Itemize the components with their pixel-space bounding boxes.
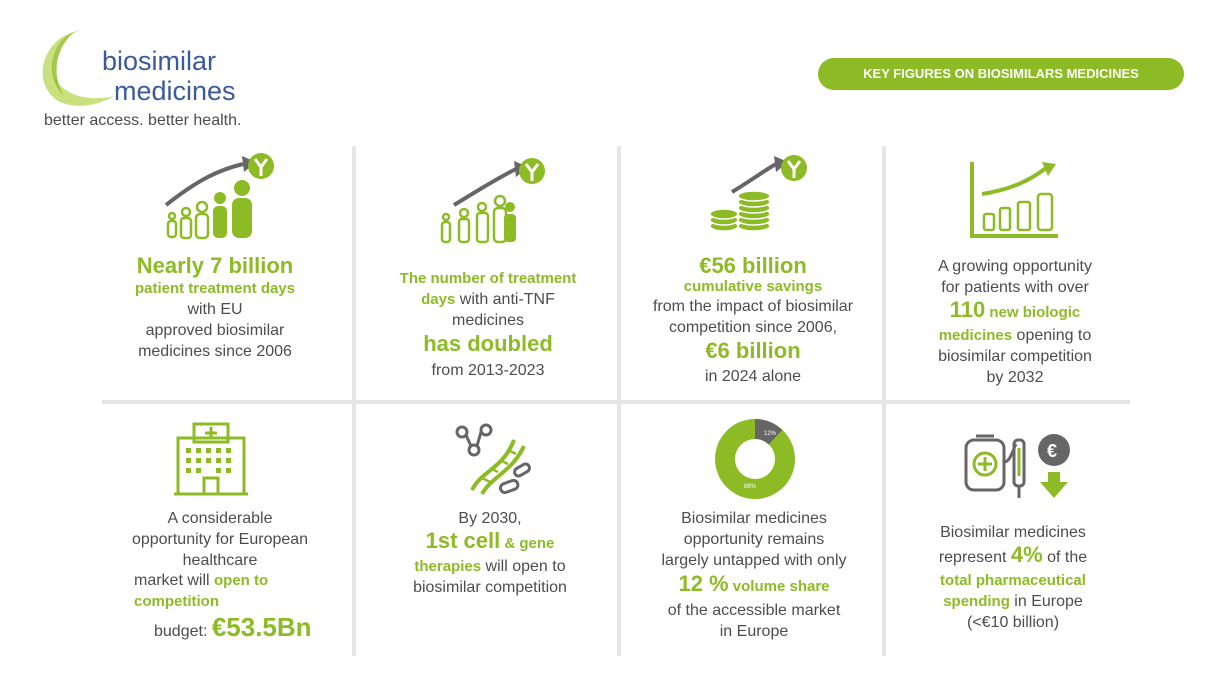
stat-text: Biosimilar medicines — [681, 510, 827, 527]
stat-text: in 2024 alone — [704, 368, 802, 385]
stat-treatment-days — [105, 254, 325, 362]
stat-highlight: open to — [214, 572, 269, 589]
growth-chart-vials-icon — [968, 160, 1062, 240]
stat-text: budget: — [154, 623, 212, 640]
stat-healthcare-market-cont — [110, 570, 310, 647]
stat-highlight: therapies — [414, 558, 482, 575]
stat-highlight: total pharmaceutical — [940, 572, 1086, 589]
stat-highlight: The number of treatment — [399, 270, 577, 287]
hospital-icon — [172, 420, 250, 498]
stat-value: 110 — [949, 297, 986, 322]
volume-share-donut-chart — [714, 418, 796, 500]
stat-text: medicines — [451, 312, 525, 329]
stat-highlight: competition — [134, 593, 219, 610]
stat-text: will open to — [481, 558, 566, 575]
stat-text: opportunity remains — [683, 531, 825, 548]
stat-savings — [638, 254, 868, 387]
stat-text: largely untapped with only — [661, 552, 847, 569]
stat-text: By 2030, — [458, 510, 522, 527]
stat-text: biosimilar competition — [938, 348, 1092, 365]
logo — [30, 26, 270, 131]
stat-highlight: cumulative savings — [683, 278, 823, 295]
stat-text: Biosimilar medicines — [940, 524, 1086, 541]
elderly-patients-icon — [434, 155, 554, 247]
stat-highlight: & gene — [500, 535, 555, 552]
stat-text: opportunity for European — [131, 531, 309, 548]
stat-highlight: patient treatment days — [134, 280, 296, 297]
stat-pharma-spending — [900, 522, 1126, 633]
stat-highlight: days — [421, 291, 456, 308]
stat-anti-tnf — [368, 268, 608, 381]
stat-text: (<€10 billion) — [966, 614, 1060, 631]
grid-divider — [102, 400, 1130, 404]
stat-value: €53.5Bn — [211, 612, 312, 642]
stat-text: with EU — [187, 301, 243, 318]
stat-volume-share — [636, 508, 872, 642]
stat-text: in Europe — [719, 623, 789, 640]
stat-text: by 2032 — [986, 369, 1044, 386]
stat-text: from 2013-2023 — [431, 362, 545, 379]
stat-highlight: volume share — [728, 578, 830, 595]
stat-highlight: medicines — [938, 327, 1013, 344]
stat-value: €6 billion — [705, 338, 801, 363]
stat-highlight: new biologic — [985, 304, 1081, 321]
growing-patients-icon — [158, 150, 288, 242]
stat-value: Nearly 7 billion — [136, 253, 294, 278]
donut-remaining-label: 88% — [744, 484, 757, 490]
coins-savings-icon — [702, 152, 812, 234]
stat-text: for patients with over — [941, 279, 1089, 296]
stat-text: approved biosimilar — [145, 322, 285, 339]
stat-text: opening to — [1012, 327, 1092, 344]
down-arrow-icon — [1040, 472, 1068, 498]
stat-value: 1st cell — [425, 528, 501, 553]
stat-value: €56 billion — [699, 253, 807, 278]
stat-text: healthcare — [182, 552, 258, 569]
stat-text: of the accessible market — [667, 602, 841, 619]
stat-text: from the impact of biosimilar — [652, 298, 854, 315]
stat-highlight: spending — [943, 593, 1010, 610]
logo-word-medicines: medicines — [114, 76, 236, 106]
logo-tagline: better access. better health. — [44, 112, 242, 129]
stat-value: 4% — [1010, 542, 1043, 567]
stat-value: 12 % — [678, 571, 729, 596]
stat-text: biosimilar competition — [413, 579, 567, 596]
dna-molecule-icon — [452, 420, 536, 502]
stat-cell-gene-therapies — [370, 508, 610, 598]
euro-symbol: € — [1047, 441, 1058, 461]
stat-healthcare-market — [100, 508, 340, 571]
iv-bag-euro-icon — [962, 432, 1076, 502]
stat-text: medicines since 2006 — [138, 343, 292, 360]
stat-text: in Europe — [1009, 593, 1083, 610]
stat-text: with anti-TNF — [455, 291, 555, 308]
donut-share-label: 12% — [764, 431, 777, 437]
stat-text: of the — [1042, 549, 1088, 566]
key-figures-badge: KEY FIGURES ON BIOSIMILARS MEDICINES — [818, 58, 1184, 90]
stat-value: has doubled — [423, 331, 553, 356]
stat-text: A growing opportunity — [938, 258, 1092, 275]
stat-text: competition since 2006, — [668, 319, 838, 336]
stat-biologic-medicines — [900, 256, 1130, 388]
stat-text: A considerable — [167, 510, 273, 527]
stat-text: represent — [938, 549, 1011, 566]
stat-text: market will — [134, 572, 215, 589]
logo-word-biosimilar: biosimilar — [102, 46, 217, 76]
